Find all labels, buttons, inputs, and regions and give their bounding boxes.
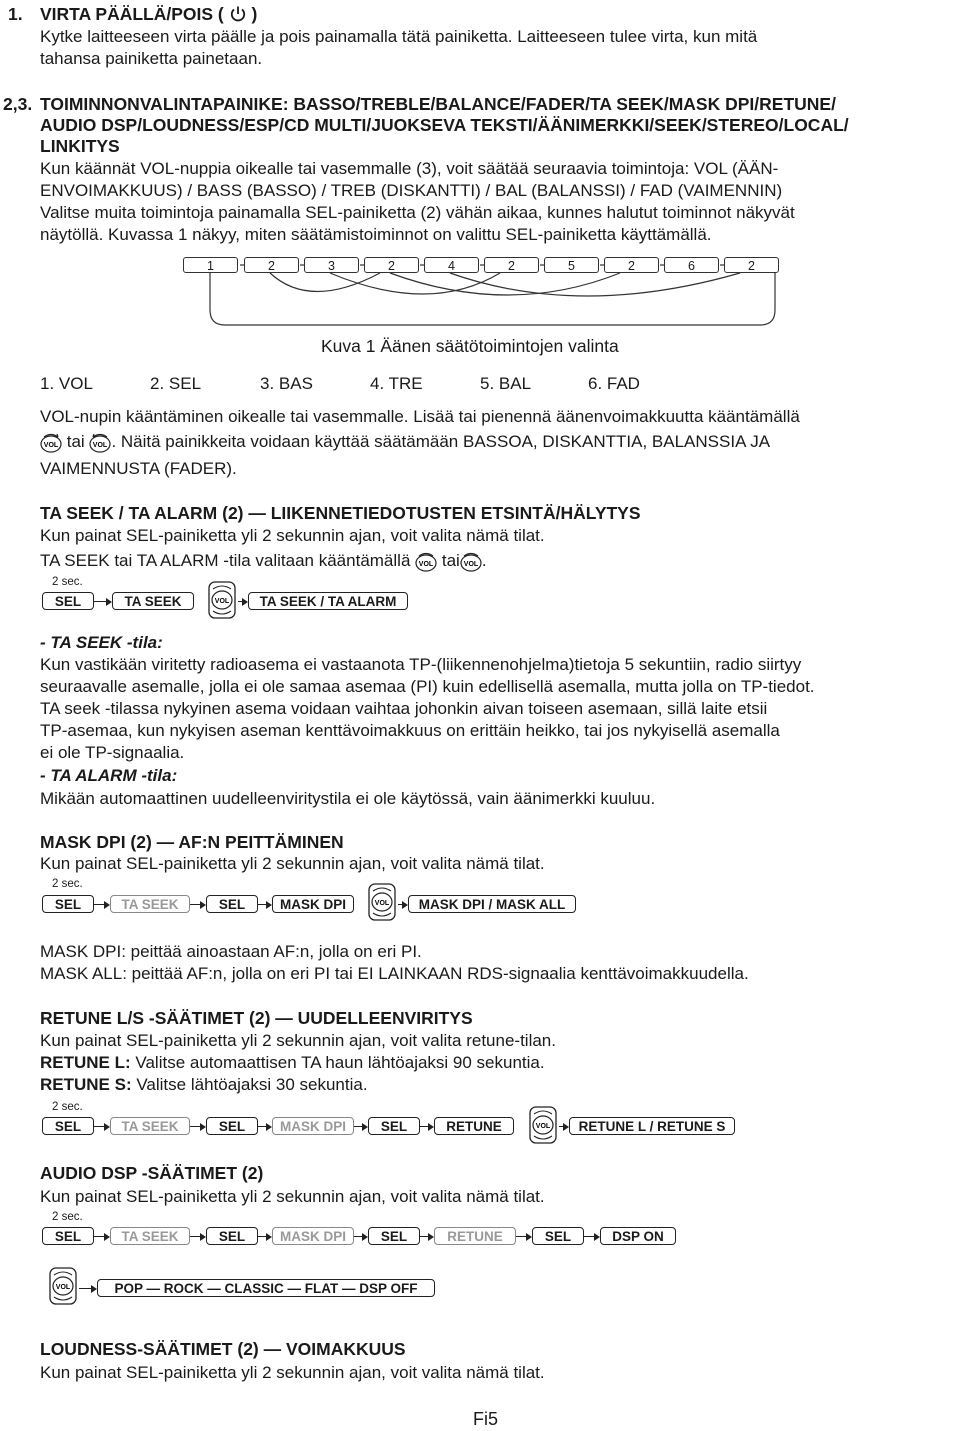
power-icon (229, 5, 247, 23)
dsp-flow-dsp-on: DSP ON (600, 1227, 676, 1245)
section-1-number: 1. (8, 4, 23, 24)
dsp-flow-ta-seek: TA SEEK (110, 1227, 190, 1245)
mask-line-1: Kun painat SEL-painiketta yli 2 sekunnin ajan, voit valita nämä tilat. (40, 854, 545, 873)
section-1-line-1: Kytke laitteeseen virta päälle ja pois painamalla tätä painiketta. Laitteeseen tulee virta, kun mitä (40, 27, 758, 46)
dsp-flow-arrow (94, 1236, 108, 1237)
mask-flow-sec: 2 sec. (52, 878, 83, 890)
retune-flow-arrow (354, 1126, 366, 1127)
section-23-title-3: LINKITYS (40, 136, 120, 156)
dsp-modes-arrow (79, 1288, 95, 1289)
mask-flow-sel: SEL (42, 895, 94, 913)
retune-flow-result: RETUNE L / RETUNE S (569, 1117, 735, 1135)
ta-seek-body-3: TA seek -tilassa nykyinen asema voidaan vaihtaa johonkin aivan toiseen asemaan, sillä laite etsii (40, 699, 768, 718)
ta-line-2: TA SEEK tai TA ALARM -tila valitaan kääntämällä VOL tai VOL . (40, 551, 487, 570)
ta-seek-heading: - TA SEEK -tila: (40, 633, 163, 652)
dsp-flow-sel-4: SEL (532, 1227, 584, 1245)
section-23-body-3: Valitse muita toimintoja painamalla SEL-painiketta (2) vähän aikaa, kunnes halutut toiminnot näkyvät (40, 203, 795, 222)
vol-text-1: VOL-nupin kääntäminen oikealle tai vasemmalle. Lisää tai pienennä äänenvoimakkuutta kääntämällä (40, 407, 800, 426)
section-23-body-1: Kun käännät VOL-nuppia oikealle tai vasemmalle (3), voit säätää seuraavia toimintoja: VOL (ÄÄN- (40, 159, 779, 178)
dsp-flow-sec: 2 sec. (52, 1211, 83, 1223)
vol-knob-icon (528, 1105, 558, 1145)
ta-seek-body-2: seuraavalle asemalle, jolla ei ole samaa asemaa (PI) kuin edellisellä asemalla, mutta jolla on TP-tiedot. (40, 677, 815, 696)
section-23-title-1: TOIMINNONVALINTAPAINIKE: BASSO/TREBLE/BALANCE/FADER/TA SEEK/MASK DPI/RETUNE/ (40, 94, 836, 114)
dsp-flow-mask-dpi: MASK DPI (272, 1227, 354, 1245)
dsp-flow-arrow (190, 1236, 204, 1237)
figure-1-box-7: 5 (544, 257, 599, 273)
svg-text:VOL: VOL (55, 1284, 71, 1291)
section-23-body-4: näytöllä. Kuvassa 1 näkyy, miten säätämistoiminnot on valittu SEL-painiketta käyttämällä. (40, 225, 712, 244)
ta-alarm-heading: - TA ALARM -tila: (40, 766, 178, 785)
page-number: Fi5 (473, 1409, 499, 1429)
section-23-number: 2,3. (3, 94, 33, 114)
ta-title: TA SEEK / TA ALARM (2) — LIIKENNETIEDOTUSTEN ETSINTÄ/HÄLYTYS (40, 503, 641, 523)
figure-1-box-3: 3 (304, 257, 359, 273)
retune-title: RETUNE L/S -SÄÄTIMET (2) — UUDELLEENVIRITYS (40, 1008, 473, 1028)
svg-text:VOL: VOL (463, 560, 479, 568)
ta-line-1: Kun painat SEL-painiketta yli 2 sekunnin ajan, voit valita nämä tilat. (40, 526, 545, 545)
retune-flow-arrow (190, 1126, 204, 1127)
vol-right-icon (415, 552, 437, 572)
vol-knob-icon (48, 1266, 78, 1306)
vol-text-2: VOL tai VOL . Näitä painikkeita voidaan käyttää säätämään BASSOA, DISKANTTIA, BALANSSIA JA (40, 431, 770, 453)
svg-text:VOL: VOL (43, 441, 59, 449)
retune-flow-arrow (420, 1126, 432, 1127)
svg-text:VOL: VOL (418, 560, 434, 568)
vol-left-icon (89, 433, 111, 453)
svg-text:VOL: VOL (374, 900, 390, 907)
dsp-line-1: Kun painat SEL-painiketta yli 2 sekunnin ajan, voit valita nämä tilat. (40, 1187, 545, 1206)
svg-text:VOL: VOL (214, 598, 230, 605)
retune-flow-arrow (258, 1126, 270, 1127)
legend-vol: 1. VOL (40, 374, 93, 393)
ta-seek-body-5: ei ole TP-signaalia. (40, 743, 185, 762)
mask-flow-arrow (94, 904, 108, 905)
retune-flow-arrow (94, 1126, 108, 1127)
figure-1-box-6: 2 (484, 257, 539, 273)
dsp-flow-arrow (516, 1236, 530, 1237)
mask-flow-sel-2: SEL (206, 895, 258, 913)
ta-flow-ta-seek: TA SEEK (112, 592, 194, 610)
mask-title: MASK DPI (2) — AF:N PEITTÄMINEN (40, 832, 344, 852)
retune-flow-ta-seek: TA SEEK (110, 1117, 190, 1135)
ta-flow-arrow (94, 601, 110, 602)
legend-bal: 5. BAL (480, 374, 532, 393)
dsp-flow-arrow (258, 1236, 270, 1237)
retune-flow-sel-3: SEL (368, 1117, 420, 1135)
retune-flow-retune: RETUNE (434, 1117, 514, 1135)
legend-tre: 4. TRE (370, 374, 423, 393)
mask-desc-1: MASK DPI: peittää ainoastaan AF:n, jolla on eri PI. (40, 942, 422, 961)
vol-left-icon (460, 552, 482, 572)
figure-1-box-1: 1 (183, 257, 238, 273)
section-23-title-2: AUDIO DSP/LOUDNESS/ESP/CD MULTI/JUOKSEVA TEKSTI/ÄÄNIMERKKI/SEEK/STEREO/LOCAL/ (40, 115, 849, 135)
legend-sel: 2. SEL (150, 374, 202, 393)
dsp-flow-retune: RETUNE (434, 1227, 516, 1245)
ta-alarm-body: Mikään automaattinen uudelleenviritystila ei ole käytössä, vain äänimerkki kuuluu. (40, 789, 656, 808)
dsp-modes: POP — ROCK — CLASSIC — FLAT — DSP OFF (97, 1279, 435, 1297)
loudness-line-1: Kun painat SEL-painiketta yli 2 sekunnin ajan, voit valita nämä tilat. (40, 1363, 545, 1382)
loudness-title: LOUDNESS-SÄÄTIMET (2) — VOIMAKKUUS (40, 1339, 406, 1359)
legend-bas: 3. BAS (260, 374, 313, 393)
ta-flow-sel: SEL (42, 592, 94, 610)
retune-line-1: Kun painat SEL-painiketta yli 2 sekunnin ajan, voit valita retune-tilan. (40, 1031, 556, 1050)
ta-seek-body-1: Kun vastikään viritetty radioasema ei vastaanota TP-(liikennenohjelma)tietoja 5 sekuntiin, radio siirtyy (40, 655, 802, 674)
ta-flow-result: TA SEEK / TA ALARM (248, 592, 408, 610)
dsp-flow-arrow (420, 1236, 432, 1237)
svg-text:VOL: VOL (535, 1123, 551, 1130)
dsp-title: AUDIO DSP -SÄÄTIMET (2) (40, 1163, 264, 1183)
mask-flow-arrow (190, 904, 204, 905)
retune-flow-sec: 2 sec. (52, 1101, 83, 1113)
figure-1-box-10: 2 (724, 257, 779, 273)
mask-desc-2: MASK ALL: peittää AF:n, jolla on eri PI tai EI LAINKAAN RDS-signaalia kenttävoimakkuudella. (40, 964, 749, 983)
figure-1-box-5: 4 (424, 257, 479, 273)
vol-knob-icon (207, 580, 237, 620)
figure-1-caption: Kuva 1 Äänen säätötoimintojen valinta (321, 336, 619, 356)
dsp-flow-arrow (584, 1236, 598, 1237)
dsp-flow-sel-2: SEL (206, 1227, 258, 1245)
section-1-line-2: tahansa painiketta painetaan. (40, 49, 263, 68)
dsp-flow-sel-3: SEL (368, 1227, 420, 1245)
section-23-body-2: ENVOIMAKKUUS) / BASS (BASSO) / TREB (DISKANTTI) / BAL (BALANSSI) / FAD (VAIMENNIN) (40, 181, 783, 200)
retune-s-line: RETUNE S: Valitse lähtöajaksi 30 sekuntia. (40, 1075, 368, 1094)
ta-flow-sec: 2 sec. (52, 576, 83, 588)
retune-flow-arrow (559, 1126, 567, 1127)
vol-text-3: VAIMENNUSTA (FADER). (40, 459, 237, 478)
retune-flow-mask-dpi: MASK DPI (272, 1117, 354, 1135)
figure-1-box-8: 2 (604, 257, 659, 273)
legend-fad: 6. FAD (588, 374, 640, 393)
retune-flow-sel: SEL (42, 1117, 94, 1135)
dsp-flow-arrow (354, 1236, 366, 1237)
mask-flow-mask-dpi: MASK DPI (272, 895, 354, 913)
section-1-title: VIRTA PÄÄLLÄ/POIS ( ) (40, 4, 258, 24)
ta-seek-body-4: TP-asemaa, kun nykyisen aseman kenttävoimakkuus on erittäin heikko, tai jos nykyisellä asemalla (40, 721, 780, 740)
mask-flow-ta-seek: TA SEEK (110, 895, 190, 913)
retune-l-line: RETUNE L: Valitse automaattisen TA haun lähtöajaksi 90 sekuntia. (40, 1053, 545, 1072)
figure-1-box-2: 2 (244, 257, 299, 273)
vol-right-icon (40, 433, 62, 453)
vol-knob-icon (367, 882, 397, 922)
svg-text:VOL: VOL (93, 441, 108, 449)
figure-1-box-9: 6 (664, 257, 719, 273)
figure-1-box-4: 2 (364, 257, 419, 273)
dsp-flow-sel: SEL (42, 1227, 94, 1245)
ta-flow-arrow (238, 601, 246, 602)
mask-flow-arrow (398, 904, 406, 905)
retune-flow-sel-2: SEL (206, 1117, 258, 1135)
mask-flow-arrow (258, 904, 270, 905)
mask-flow-result: MASK DPI / MASK ALL (408, 895, 576, 913)
